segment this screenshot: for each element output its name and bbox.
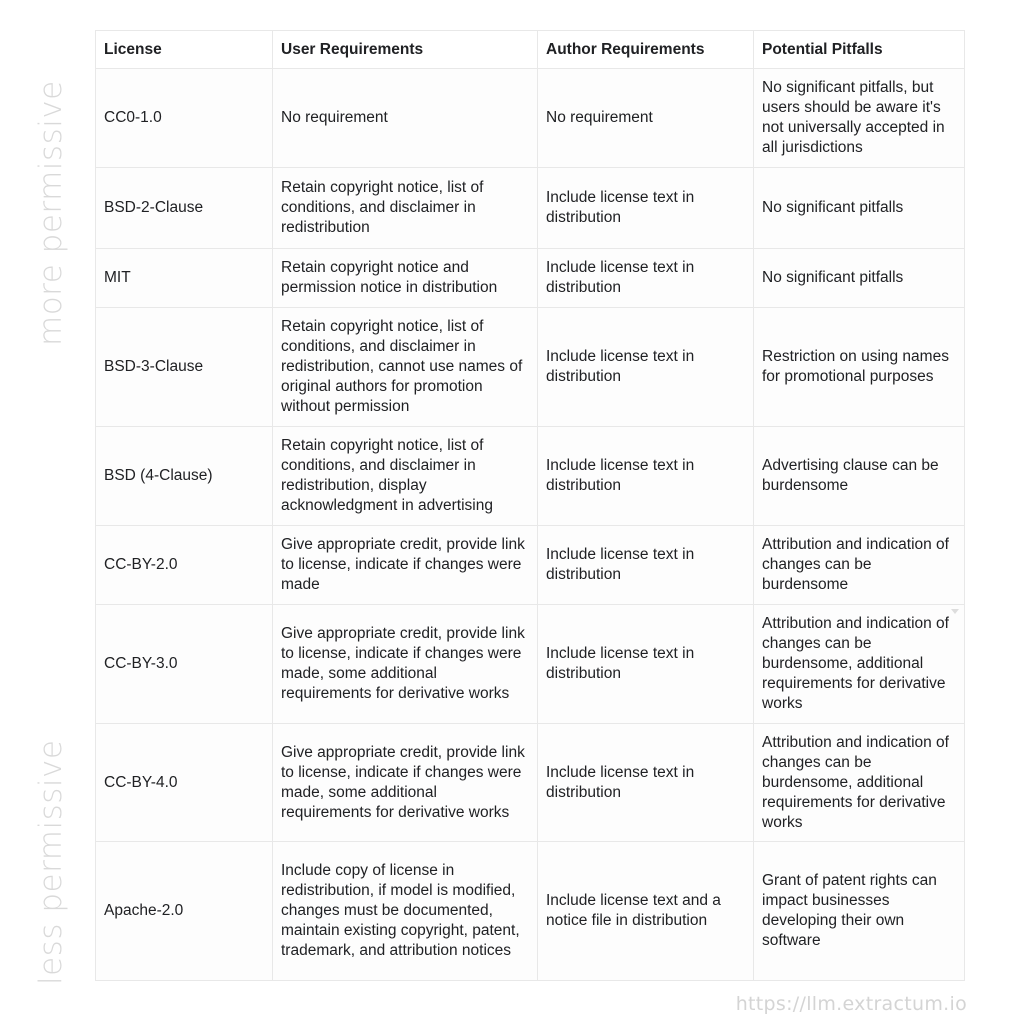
table-row bbox=[96, 724, 965, 842]
license-cell: MIT bbox=[96, 249, 273, 308]
potential-pitfalls-cell: Attribution and indication of changes can be burdensome bbox=[754, 526, 965, 605]
user-requirements-cell: Give appropriate credit, provide link to license, indicate if changes were made, some additional requirements for derivative works bbox=[273, 605, 538, 724]
user-requirements-cell: Retain copyright notice and permission notice in distribution bbox=[273, 249, 538, 308]
header-author-requirements: Author Requirements bbox=[538, 31, 754, 69]
table-header-row bbox=[96, 31, 965, 69]
license-cell: CC-BY-2.0 bbox=[96, 526, 273, 605]
license-cell: BSD (4-Clause) bbox=[96, 427, 273, 526]
license-cell: Apache-2.0 bbox=[96, 842, 273, 981]
table-row bbox=[96, 308, 965, 427]
table-row bbox=[96, 526, 965, 605]
user-requirements-cell: Include copy of license in redistribution, if model is modified, changes must be documented, maintain existing copyright, patent, trademark, and attribution notices bbox=[273, 842, 538, 981]
site-watermark: https://llm.extractum.io bbox=[735, 993, 967, 1015]
license-cell: BSD-2-Clause bbox=[96, 168, 273, 249]
author-requirements-cell: No requirement bbox=[538, 69, 754, 168]
potential-pitfalls-cell: No significant pitfalls bbox=[754, 249, 965, 308]
more-permissive-label: more permissive bbox=[33, 80, 69, 346]
author-requirements-cell: Include license text in distribution bbox=[538, 427, 754, 526]
potential-pitfalls-cell: Attribution and indication of changes can be burdensome, additional requirements for derivative works bbox=[754, 605, 965, 724]
potential-pitfalls-cell: No significant pitfalls, but users should be aware it's not universally accepted in all jurisdictions bbox=[754, 69, 965, 168]
table-row bbox=[96, 168, 965, 249]
potential-pitfalls-cell: No significant pitfalls bbox=[754, 168, 965, 249]
license-cell: CC0-1.0 bbox=[96, 69, 273, 168]
header-license: License bbox=[96, 31, 273, 69]
header-potential-pitfalls: Potential Pitfalls bbox=[754, 31, 965, 69]
license-comparison-table bbox=[95, 30, 965, 981]
table-row bbox=[96, 249, 965, 308]
author-requirements-cell: Include license text in distribution bbox=[538, 308, 754, 427]
table-row bbox=[96, 842, 965, 981]
potential-pitfalls-cell: Advertising clause can be burdensome bbox=[754, 427, 965, 526]
license-cell: CC-BY-4.0 bbox=[96, 724, 273, 842]
author-requirements-cell: Include license text in distribution bbox=[538, 526, 754, 605]
header-user-requirements: User Requirements bbox=[273, 31, 538, 69]
license-cell: BSD-3-Clause bbox=[96, 308, 273, 427]
caret-down-icon bbox=[951, 609, 959, 614]
author-requirements-cell: Include license text in distribution bbox=[538, 605, 754, 724]
user-requirements-cell: Retain copyright notice, list of conditions, and disclaimer in redistribution bbox=[273, 168, 538, 249]
author-requirements-cell: Include license text in distribution bbox=[538, 724, 754, 842]
table-row bbox=[96, 605, 965, 724]
potential-pitfalls-cell: Attribution and indication of changes can be burdensome, additional requirements for derivative works bbox=[754, 724, 965, 842]
less-permissive-label: less permissive bbox=[33, 739, 69, 985]
user-requirements-cell: Give appropriate credit, provide link to license, indicate if changes were made bbox=[273, 526, 538, 605]
author-requirements-cell: Include license text in distribution bbox=[538, 168, 754, 249]
user-requirements-cell: Retain copyright notice, list of conditions, and disclaimer in redistribution, display acknowledgment in advertising bbox=[273, 427, 538, 526]
author-requirements-cell: Include license text in distribution bbox=[538, 249, 754, 308]
user-requirements-cell: Give appropriate credit, provide link to license, indicate if changes were made, some additional requirements for derivative works bbox=[273, 724, 538, 842]
potential-pitfalls-cell: Restriction on using names for promotional purposes bbox=[754, 308, 965, 427]
user-requirements-cell: Retain copyright notice, list of conditions, and disclaimer in redistribution, cannot use names of original authors for promotion without permission bbox=[273, 308, 538, 427]
potential-pitfalls-cell: Grant of patent rights can impact businesses developing their own software bbox=[754, 842, 965, 981]
user-requirements-cell: No requirement bbox=[273, 69, 538, 168]
author-requirements-cell: Include license text and a notice file in distribution bbox=[538, 842, 754, 981]
table-row bbox=[96, 69, 965, 168]
license-cell: CC-BY-3.0 bbox=[96, 605, 273, 724]
table-row bbox=[96, 427, 965, 526]
